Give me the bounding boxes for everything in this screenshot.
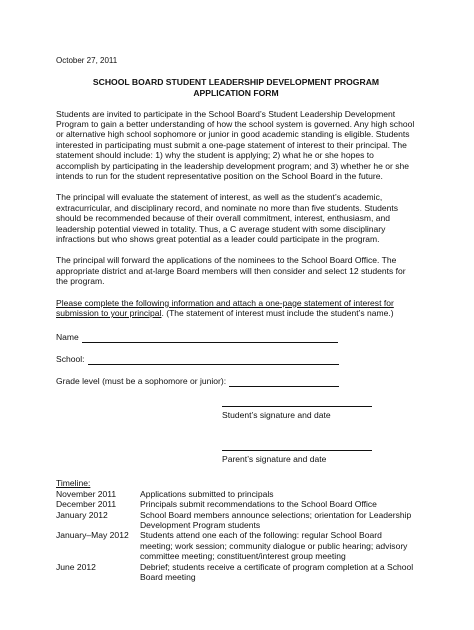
school-label: School: [56, 354, 85, 365]
intro-paragraph: Students are invited to participate in the School Board’s Student Leadership Development Program to gain a better understanding of how the school system is governed. Any high school or alternative high school sophomore or junior in good academic standing is eligible. Students interested in participating must submit a one-page statement of interest to their principal. The statement should include: 1) why the student is applying; 2) what he or she hopes to accomplish by participating in the leadership development program; and 3) whether he or she intends to run for the student representative position on the School Board in the future. [56, 108, 415, 182]
timeline-section [56, 478, 416, 582]
timeline-event: Applications submitted to principals [140, 488, 274, 499]
application-form-page [56, 56, 416, 582]
parent-signature-line[interactable] [222, 449, 372, 451]
selection-paragraph: The principal will forward the applications of the nominees to the School Board Office. The appropriate district and at-large Board members will then consider and select 12 students for the program. [56, 255, 406, 287]
timeline-date: November 2011 [56, 488, 117, 499]
name-blank-line[interactable] [82, 333, 338, 343]
student-signature-caption: Student’s signature and date [222, 409, 331, 420]
grade-label: Grade level (must be a sophomore or junior): [56, 376, 227, 387]
timeline-event: Principals submit recommendations to the School Board Office [140, 499, 377, 510]
grade-blank-line[interactable] [229, 377, 339, 387]
timeline-row [56, 499, 416, 509]
parent-signature-caption: Parent’s signature and date [222, 453, 327, 464]
grade-field[interactable] [56, 375, 416, 387]
timeline-event: Students attend one each of the following: regular School Board meeting; work session; community dialogue or public hearing; advisory committee meeting; constituent/interest group meeting [140, 530, 408, 562]
instructions [56, 298, 416, 319]
document-date: October 27, 2011 [56, 56, 118, 65]
title-line-2: APPLICATION FORM [193, 88, 279, 98]
timeline-event: Debrief; students receive a certificate of program completion at a School Board meeting [140, 561, 414, 582]
timeline-date: June 2012 [56, 561, 96, 572]
student-signature-line[interactable] [222, 405, 372, 407]
timeline-event: School Board members announce selections; orientation for Leadership Development Program students [140, 509, 412, 530]
timeline-date: December 2011 [56, 499, 117, 510]
title-line-1: SCHOOL BOARD STUDENT LEADERSHIP DEVELOPMENT PROGRAM [92, 77, 380, 88]
name-field[interactable] [56, 331, 416, 343]
document-title [56, 77, 416, 98]
school-field[interactable] [56, 353, 416, 365]
timeline-row [56, 489, 416, 499]
school-blank-line[interactable] [88, 355, 339, 365]
timeline-date: January–May 2012 [56, 530, 129, 541]
timeline-row [56, 562, 416, 583]
timeline-row [56, 510, 416, 531]
instructions-underlined: Please complete the following information and attach a one-page statement of interest for submission to your principal [56, 297, 394, 319]
student-signature-block[interactable] [222, 405, 372, 420]
timeline-row [56, 530, 416, 561]
evaluation-paragraph: The principal will evaluate the statement of interest, as well as the student’s academic, extracurricular, and disciplinary record, and nominate no more than five students. Students should be recommended because of their overall commitment, interest, enthusiasm, and leadership potential viewed in totality. Thus, a C average student with some disciplinary infractions but who shows great potential as a leader could participate in the program. [56, 192, 399, 245]
timeline-heading: Timeline: [56, 478, 91, 489]
name-label: Name [56, 332, 79, 343]
timeline-date: January 2012 [56, 509, 108, 520]
instructions-note: . (The statement of interest must include the student’s name.) [161, 308, 394, 319]
parent-signature-block[interactable] [222, 449, 372, 464]
